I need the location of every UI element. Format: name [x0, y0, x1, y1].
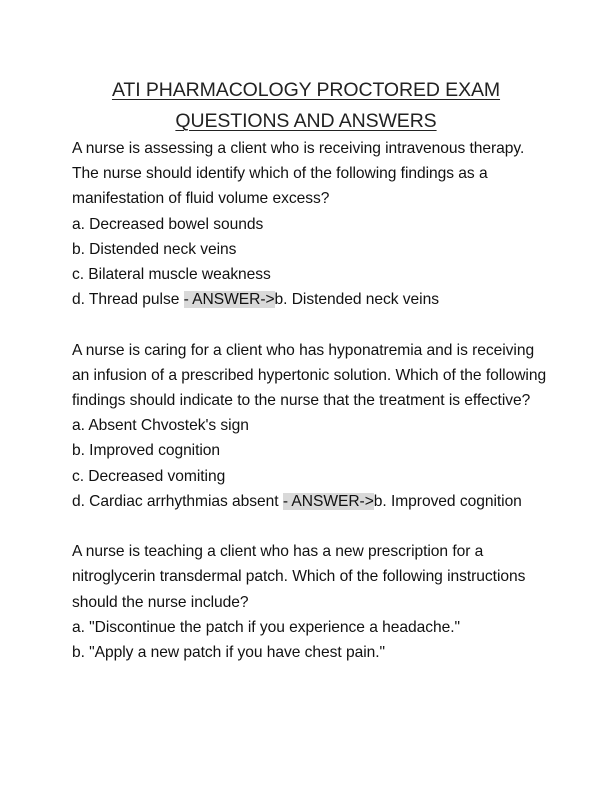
answer-marker: - ANSWER->: [282, 492, 374, 510]
answer-option-text: d. Thread pulse: [72, 291, 184, 309]
answer-marker: - ANSWER->: [183, 291, 275, 309]
answer-option: c. Bilateral muscle weakness: [72, 266, 271, 284]
document-title-line-1: ATI PHARMACOLOGY PROCTORED EXAM: [111, 79, 501, 101]
answer-option: b. Improved cognition: [72, 442, 221, 460]
paragraph-gap: [72, 514, 547, 539]
answer-option: b. Distended neck veins: [72, 240, 237, 258]
document-body: [72, 136, 547, 665]
question-block-1: [72, 136, 547, 312]
paragraph-gap: [72, 312, 547, 337]
question-stem: A nurse is teaching a client who has a new prescription for a nitroglycerin transdermal patch. Which of the following instructions should the nurse include?: [72, 543, 526, 611]
answer-option-with-answer: [72, 489, 547, 514]
answer-option-with-answer: [72, 287, 547, 312]
question-block-3: [72, 539, 547, 665]
document-title-line-2: QUESTIONS AND ANSWERS: [175, 110, 437, 132]
answer-option: c. Decreased vomiting: [72, 467, 226, 485]
question-block-2: [72, 338, 547, 514]
answer-option: a. Absent Chvostek's sign: [72, 417, 249, 435]
answer-option: a. "Discontinue the patch if you experience a headache.": [72, 618, 460, 636]
correct-answer: b. Distended neck veins: [274, 291, 439, 309]
question-stem: A nurse is caring for a client who has hyponatremia and is receiving an infusion of a prescribed hypertonic solution. Which of the following findings should indicate to the nurse that the treatment is effective?: [72, 341, 547, 410]
question-stem: A nurse is assessing a client who is receiving intravenous therapy. The nurse should identify which of the following findings as a manifestation of fluid volume excess?: [72, 140, 525, 208]
correct-answer: b. Improved cognition: [373, 492, 522, 510]
answer-option: b. "Apply a new patch if you have chest pain.": [72, 644, 386, 662]
answer-option-text: d. Cardiac arrhythmias absent: [72, 492, 283, 510]
answer-option: a. Decreased bowel sounds: [72, 215, 264, 233]
